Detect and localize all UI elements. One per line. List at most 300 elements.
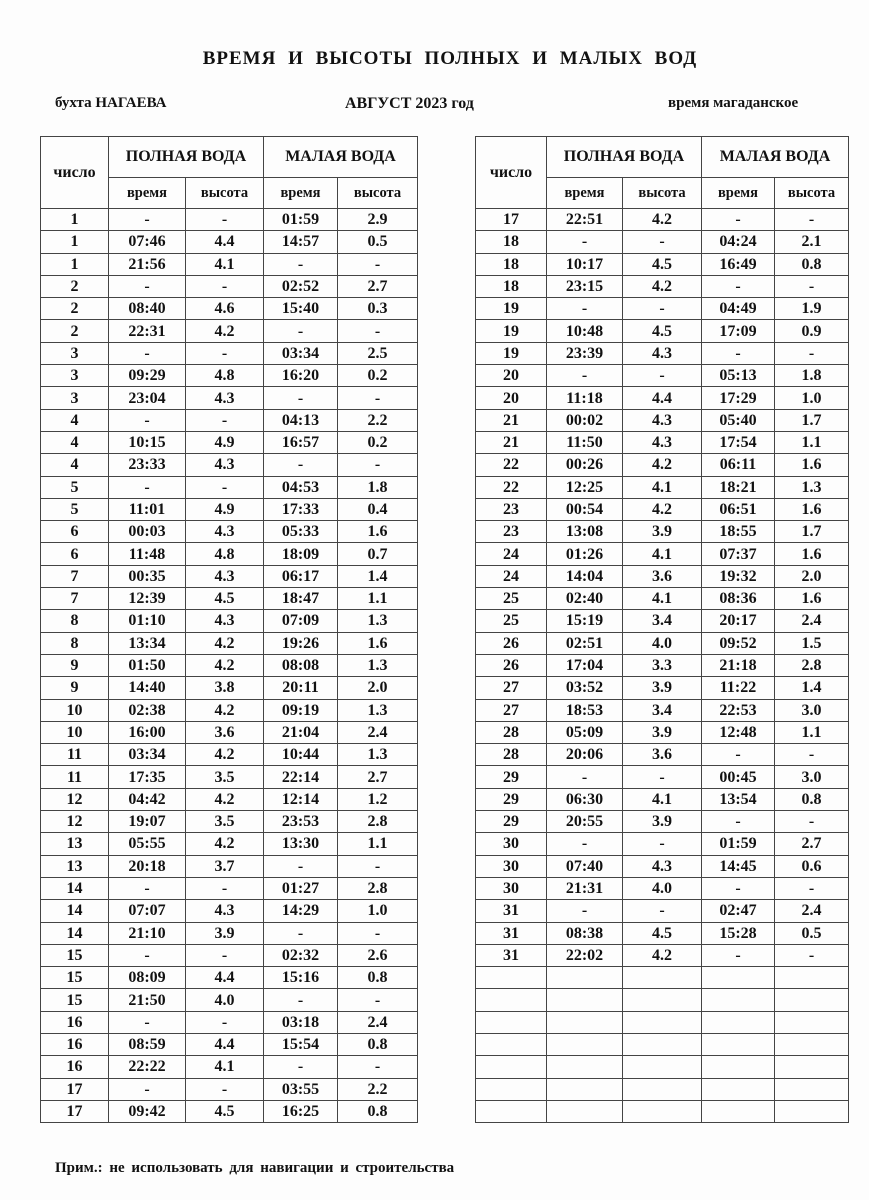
cell-low-height: - [775,811,849,833]
cell-low-time: 04:24 [702,231,775,253]
empty-cell [476,1033,547,1055]
empty-cell [702,1100,775,1122]
cell-day: 7 [41,565,109,587]
empty-cell [476,1056,547,1078]
cell-high-time: 09:42 [109,1100,186,1122]
cell-high-time: 00:54 [547,498,623,520]
table-row [476,721,849,743]
cell-high-height: 4.2 [623,498,702,520]
table-row [41,788,418,810]
cell-low-time: 20:17 [702,610,775,632]
empty-cell [775,967,849,989]
cell-low-height: 2.9 [338,209,418,231]
table-row [476,699,849,721]
cell-day: 31 [476,944,547,966]
header-day: число [41,137,109,209]
cell-high-time: - [109,1011,186,1033]
cell-high-height: - [186,275,264,297]
cell-low-time: 10:44 [264,744,338,766]
cell-day: 26 [476,654,547,676]
cell-high-height: 3.8 [186,677,264,699]
cell-high-time: 10:17 [547,253,623,275]
cell-high-height: 4.4 [186,967,264,989]
cell-high-height: 4.3 [186,387,264,409]
cell-low-height: 1.8 [338,476,418,498]
header-high-time: время [109,178,186,209]
table-row [41,922,418,944]
cell-high-height: 4.0 [623,632,702,654]
empty-cell [623,967,702,989]
table-row [476,498,849,520]
cell-high-time: 22:51 [547,209,623,231]
cell-high-time: 10:15 [109,431,186,453]
cell-high-height: 4.2 [623,275,702,297]
cell-low-height: 1.3 [338,654,418,676]
cell-day: 18 [476,275,547,297]
cell-low-time: - [702,209,775,231]
cell-low-height: - [775,342,849,364]
cell-low-height: - [338,320,418,342]
cell-low-time: 22:53 [702,699,775,721]
cell-day: 27 [476,677,547,699]
cell-day: 13 [41,855,109,877]
cell-high-time: 22:22 [109,1056,186,1078]
cell-high-height: 4.2 [186,744,264,766]
cell-high-height: - [186,1011,264,1033]
cell-high-height: 3.6 [186,721,264,743]
cell-day: 15 [41,944,109,966]
cell-day: 19 [476,320,547,342]
cell-day: 14 [41,922,109,944]
empty-cell [702,1056,775,1078]
cell-day: 31 [476,900,547,922]
cell-low-time: 21:18 [702,654,775,676]
cell-high-height: 4.2 [186,833,264,855]
cell-low-height: 2.5 [338,342,418,364]
cell-high-time: 01:26 [547,543,623,565]
cell-low-height: 3.0 [775,766,849,788]
timezone-label: время магаданское [668,95,799,111]
cell-low-height: 0.4 [338,498,418,520]
table-row [41,721,418,743]
cell-high-height: 4.2 [623,209,702,231]
cell-low-height: 0.6 [775,855,849,877]
table-row [476,766,849,788]
cell-low-height: 2.8 [775,654,849,676]
cell-high-time: 21:31 [547,877,623,899]
cell-low-height: 1.6 [775,588,849,610]
cell-high-height: - [186,1078,264,1100]
cell-high-height: 4.3 [186,565,264,587]
cell-day: 5 [41,498,109,520]
cell-low-time: 19:26 [264,632,338,654]
cell-day: 8 [41,632,109,654]
cell-low-time: 17:29 [702,387,775,409]
table-row [41,543,418,565]
cell-high-height: 4.4 [623,387,702,409]
cell-day: 4 [41,454,109,476]
cell-high-height: - [186,342,264,364]
cell-day: 17 [41,1078,109,1100]
cell-day: 14 [41,900,109,922]
cell-low-time: - [264,1056,338,1078]
cell-high-height: - [186,877,264,899]
cell-high-height: 4.1 [186,253,264,275]
table-row [41,521,418,543]
table-row [476,744,849,766]
cell-low-time: 17:09 [702,320,775,342]
table-row [41,744,418,766]
cell-high-height: 4.1 [623,788,702,810]
table-row [41,476,418,498]
cell-high-time: 07:46 [109,231,186,253]
cell-high-time: 11:01 [109,498,186,520]
cell-high-height: 3.9 [623,811,702,833]
cell-low-time: 02:32 [264,944,338,966]
table-row [41,365,418,387]
cell-low-height: 1.9 [775,298,849,320]
footnote: Прим.: не использовать для навигации и строительства [55,1160,455,1176]
cell-day: 1 [41,209,109,231]
table-row [476,298,849,320]
cell-day: 20 [476,365,547,387]
cell-low-height: 2.7 [338,766,418,788]
cell-low-height: 0.8 [775,253,849,275]
cell-low-height: - [338,253,418,275]
cell-low-height: 2.0 [338,677,418,699]
cell-high-time: 08:40 [109,298,186,320]
cell-high-height: - [623,833,702,855]
cell-low-height: 0.5 [338,231,418,253]
cell-high-time: 07:40 [547,855,623,877]
cell-high-time: 00:02 [547,409,623,431]
cell-day: 24 [476,543,547,565]
location-label: бухта НАГАЕВА [55,95,167,111]
cell-high-height: - [623,298,702,320]
cell-low-time: 19:32 [702,565,775,587]
cell-high-time: 23:04 [109,387,186,409]
empty-cell [623,1033,702,1055]
cell-low-height: 2.2 [338,409,418,431]
cell-high-time: 08:59 [109,1033,186,1055]
cell-day: 28 [476,744,547,766]
cell-low-height: 1.3 [338,699,418,721]
cell-low-height: 1.6 [775,454,849,476]
empty-cell [476,1100,547,1122]
cell-low-time: - [702,944,775,966]
cell-high-height: 3.9 [623,721,702,743]
cell-low-time: 16:49 [702,253,775,275]
cell-day: 30 [476,877,547,899]
cell-low-time: - [702,811,775,833]
cell-high-height: 4.3 [623,431,702,453]
cell-high-height: 4.3 [186,610,264,632]
empty-cell [476,989,547,1011]
table-row [41,209,418,231]
cell-day: 22 [476,454,547,476]
cell-high-time: - [109,877,186,899]
cell-low-height: 3.0 [775,699,849,721]
cell-day: 1 [41,253,109,275]
cell-low-time: 22:14 [264,766,338,788]
table-row [476,833,849,855]
table-row [41,387,418,409]
cell-high-time: 14:04 [547,565,623,587]
empty-cell [547,967,623,989]
empty-cell [702,1078,775,1100]
cell-low-time: 11:22 [702,677,775,699]
cell-high-time: - [547,298,623,320]
cell-day: 5 [41,476,109,498]
cell-day: 2 [41,298,109,320]
cell-day: 12 [41,788,109,810]
table-row [41,989,418,1011]
table-row [41,1056,418,1078]
table-row [41,431,418,453]
table-row [476,1056,849,1078]
cell-low-time: 05:40 [702,409,775,431]
cell-high-height: 3.7 [186,855,264,877]
cell-day: 29 [476,811,547,833]
table-row [476,900,849,922]
table-row [476,387,849,409]
empty-cell [623,1056,702,1078]
cell-day: 4 [41,409,109,431]
empty-cell [702,1011,775,1033]
cell-high-time: 16:00 [109,721,186,743]
cell-high-time: 19:07 [109,811,186,833]
cell-low-height: 2.1 [775,231,849,253]
cell-day: 28 [476,721,547,743]
table-row [476,231,849,253]
empty-cell [775,1011,849,1033]
cell-day: 27 [476,699,547,721]
table-row [476,275,849,297]
table-row [41,409,418,431]
empty-cell [702,989,775,1011]
cell-high-height: 4.2 [623,454,702,476]
cell-high-time: 00:03 [109,521,186,543]
empty-cell [547,1011,623,1033]
table-row [476,922,849,944]
cell-low-height: 1.3 [338,744,418,766]
cell-low-height: 1.6 [775,543,849,565]
header-low-water: МАЛАЯ ВОДА [702,137,849,178]
cell-low-time: - [702,342,775,364]
cell-high-time: 02:51 [547,632,623,654]
cell-low-time: 03:18 [264,1011,338,1033]
cell-high-time: - [109,944,186,966]
cell-day: 21 [476,431,547,453]
cell-low-time: - [702,744,775,766]
cell-low-time: 18:55 [702,521,775,543]
table-row [476,1011,849,1033]
cell-high-time: 07:07 [109,900,186,922]
tide-table-left [40,136,418,1123]
cell-day: 2 [41,275,109,297]
cell-high-time: - [547,833,623,855]
cell-high-time: 20:18 [109,855,186,877]
cell-low-time: 03:55 [264,1078,338,1100]
table-row [476,632,849,654]
table-row [41,1011,418,1033]
cell-low-time: - [264,387,338,409]
empty-cell [476,1078,547,1100]
cell-low-height: 1.0 [775,387,849,409]
cell-day: 16 [41,1011,109,1033]
cell-low-time: 16:20 [264,365,338,387]
cell-high-time: - [109,209,186,231]
cell-low-time: 05:33 [264,521,338,543]
table-row [41,654,418,676]
cell-high-time: 22:02 [547,944,623,966]
cell-low-height: 1.6 [775,498,849,520]
cell-low-time: - [264,922,338,944]
cell-low-height: 1.7 [775,409,849,431]
cell-high-time: 17:35 [109,766,186,788]
cell-high-height: 3.4 [623,610,702,632]
cell-high-height: 4.2 [186,320,264,342]
cell-high-time: 05:09 [547,721,623,743]
cell-day: 23 [476,498,547,520]
cell-low-time: 09:52 [702,632,775,654]
cell-high-time: 03:52 [547,677,623,699]
cell-day: 1 [41,231,109,253]
cell-low-time: 09:19 [264,699,338,721]
cell-high-height: 4.4 [186,231,264,253]
table-row [476,521,849,543]
cell-day: 9 [41,677,109,699]
table-row [476,543,849,565]
cell-day: 10 [41,721,109,743]
cell-high-height: - [623,231,702,253]
cell-day: 3 [41,387,109,409]
cell-high-height: - [186,409,264,431]
table-row [41,342,418,364]
cell-low-height: 2.7 [338,275,418,297]
cell-high-height: 3.4 [623,699,702,721]
empty-cell [623,1100,702,1122]
cell-low-time: 13:30 [264,833,338,855]
cell-high-time: 09:29 [109,365,186,387]
period-label: АВГУСТ 2023 год [345,95,474,112]
cell-low-height: 0.8 [775,788,849,810]
cell-high-time: 12:25 [547,476,623,498]
cell-day: 20 [476,387,547,409]
table-row [41,944,418,966]
cell-low-height: - [775,275,849,297]
table-row [41,498,418,520]
cell-high-height: 4.5 [623,320,702,342]
cell-day: 16 [41,1033,109,1055]
cell-low-time: 15:40 [264,298,338,320]
table-row [476,342,849,364]
cell-high-time: 21:56 [109,253,186,275]
cell-low-time: 01:27 [264,877,338,899]
table-row [41,275,418,297]
cell-high-height: 3.3 [623,654,702,676]
table-row [41,1100,418,1122]
cell-low-time: 04:49 [702,298,775,320]
cell-low-time: - [264,320,338,342]
cell-low-time: 02:47 [702,900,775,922]
cell-high-height: 3.9 [623,677,702,699]
cell-low-height: 2.4 [775,900,849,922]
cell-low-time: 14:57 [264,231,338,253]
empty-cell [775,1056,849,1078]
empty-cell [623,1078,702,1100]
table-row [476,431,849,453]
empty-cell [547,989,623,1011]
table-row [476,944,849,966]
empty-cell [547,1100,623,1122]
header-low-height: высота [338,178,418,209]
cell-day: 21 [476,409,547,431]
cell-low-height: - [775,744,849,766]
cell-low-time: 02:52 [264,275,338,297]
cell-high-height: 4.8 [186,543,264,565]
cell-low-height: 0.8 [338,1033,418,1055]
table-row [476,989,849,1011]
cell-low-time: 23:53 [264,811,338,833]
cell-day: 31 [476,922,547,944]
cell-low-height: - [338,922,418,944]
cell-low-time: - [702,877,775,899]
cell-high-time: 00:35 [109,565,186,587]
cell-high-height: - [623,365,702,387]
cell-low-time: - [264,855,338,877]
cell-high-time: 13:08 [547,521,623,543]
cell-high-time: 02:40 [547,588,623,610]
cell-high-time: 17:04 [547,654,623,676]
cell-low-height: 1.5 [775,632,849,654]
cell-low-time: 07:09 [264,610,338,632]
cell-low-height: 0.2 [338,431,418,453]
cell-high-time: 08:09 [109,967,186,989]
cell-day: 24 [476,565,547,587]
cell-high-time: - [109,275,186,297]
cell-high-time: 23:15 [547,275,623,297]
cell-low-height: 2.2 [338,1078,418,1100]
table-row [476,320,849,342]
table-row [41,811,418,833]
cell-low-height: 0.8 [338,967,418,989]
cell-high-height: 3.6 [623,565,702,587]
header-low-time: время [702,178,775,209]
empty-cell [547,1056,623,1078]
table-row [41,877,418,899]
table-row [41,1078,418,1100]
cell-low-time: 04:53 [264,476,338,498]
cell-high-height: 4.9 [186,498,264,520]
cell-day: 12 [41,811,109,833]
cell-high-time: 11:50 [547,431,623,453]
table-row [41,699,418,721]
cell-low-height: 1.3 [338,610,418,632]
cell-low-height: 1.8 [775,365,849,387]
cell-high-time: 02:38 [109,699,186,721]
cell-high-height: - [186,476,264,498]
cell-high-height: 4.6 [186,298,264,320]
cell-day: 25 [476,610,547,632]
empty-cell [476,967,547,989]
cell-day: 15 [41,967,109,989]
empty-cell [775,989,849,1011]
cell-high-height: 4.2 [186,788,264,810]
empty-cell [702,967,775,989]
cell-day: 3 [41,365,109,387]
cell-high-time: 04:42 [109,788,186,810]
